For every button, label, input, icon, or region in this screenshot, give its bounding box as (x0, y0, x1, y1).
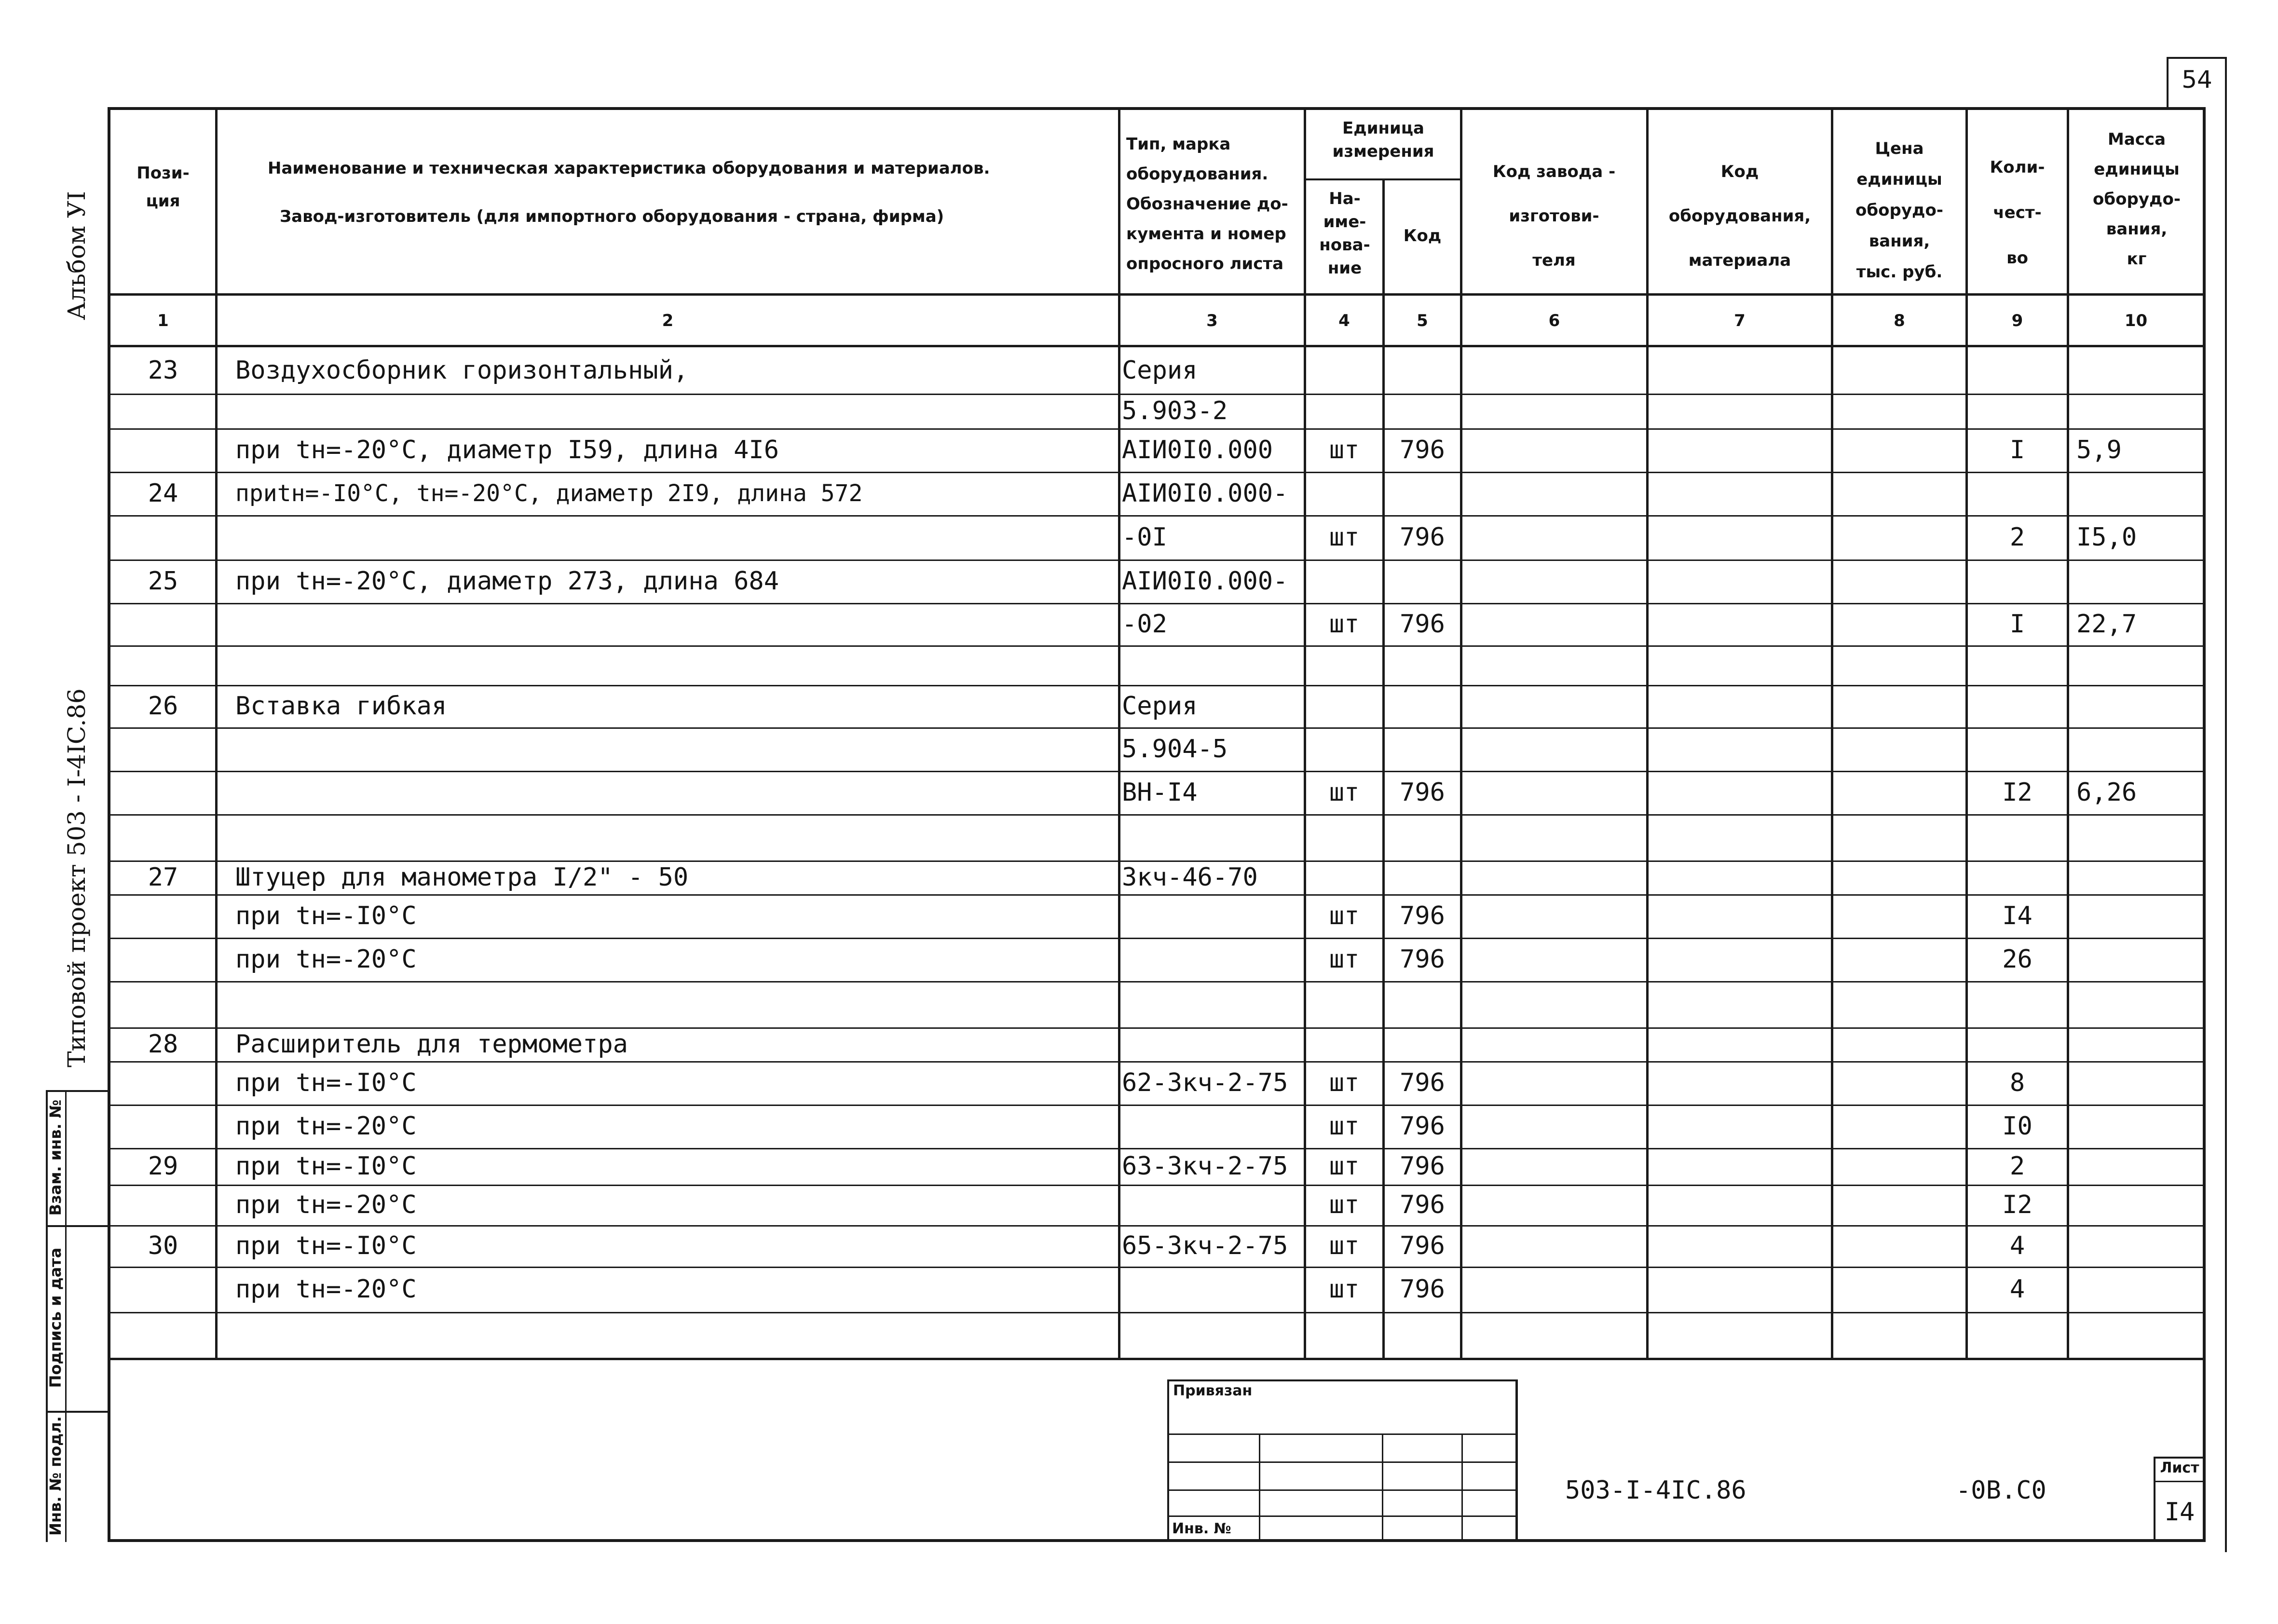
cell-unit: шт (1329, 1068, 1360, 1097)
header-rule (108, 293, 2206, 296)
cell-pos: 24 (148, 479, 178, 508)
cell-name: при tн=-I0°C (235, 1231, 417, 1260)
cell-type: -0I (1122, 523, 1167, 552)
cell-type: AIИ0I0.000- (1122, 479, 1288, 508)
margin-inv-podl-label: Инв. № подл. (46, 1416, 65, 1536)
stamp-inv-label: Инв. № (1172, 1520, 1231, 1537)
cell-code: 796 (1400, 1190, 1445, 1219)
row-divider (108, 938, 2206, 939)
colnum-9: 9 (2011, 311, 2023, 330)
cell-type: 3кч-46-70 (1122, 863, 1258, 892)
cell-code: 796 (1400, 778, 1445, 807)
cell-name: при tн=-20°C (235, 1112, 417, 1141)
cell-unit: шт (1329, 1152, 1360, 1181)
row-divider (108, 1267, 2206, 1268)
cell-code: 796 (1400, 436, 1445, 464)
row-divider (108, 814, 2206, 816)
cell-code: 796 (1400, 1152, 1445, 1181)
page-number-box-right (2225, 57, 2227, 1552)
row-divider (108, 560, 2206, 561)
cell-name: при tн=-20°C (235, 1275, 417, 1304)
cell-type: 5.904-5 (1122, 735, 1228, 764)
colnum-1: 1 (157, 311, 169, 330)
cell-pos: 28 (148, 1030, 178, 1059)
cell-name: при tн=-I0°C (235, 901, 417, 930)
cell-pos: 25 (148, 567, 178, 596)
header-unit-group: Единица измерения (1332, 119, 1434, 161)
cell-type: 65-3кч-2-75 (1122, 1231, 1288, 1260)
cell-qty: 4 (2009, 1231, 2025, 1260)
cell-qty: I0 (2002, 1112, 2032, 1141)
col-line-5 (1460, 107, 1462, 1359)
cell-type: Серия (1122, 356, 1198, 385)
cell-mass: 22,7 (2076, 610, 2137, 639)
cell-name: приtн=-I0°C, tн=-20°C, диаметр 2I9, длина 572 (235, 480, 863, 507)
col-line-9 (2067, 107, 2069, 1359)
row-divider (108, 1312, 2206, 1313)
cell-unit: шт (1329, 901, 1360, 930)
cell-mass: 6,26 (2076, 778, 2137, 807)
col-line-6 (1646, 107, 1649, 1359)
cell-qty: I (2009, 610, 2025, 639)
cell-qty: 2 (2009, 523, 2025, 552)
cell-pos: 23 (148, 356, 178, 385)
cell-unit: шт (1329, 436, 1360, 464)
row-divider (108, 394, 2206, 395)
cell-mass: 5,9 (2076, 436, 2122, 464)
sheet-label: Лист (2160, 1460, 2199, 1476)
project-title: Типовой проект 503 - I-4IC.86 (63, 688, 91, 1067)
cell-unit: шт (1329, 523, 1360, 552)
stamp-title: Привязан (1173, 1382, 1253, 1399)
cell-code: 796 (1400, 1231, 1445, 1260)
cell-pos: 27 (148, 863, 178, 892)
drawing-suffix: -0B.C0 (1956, 1476, 2046, 1505)
sheet-box-mid (2154, 1481, 2204, 1482)
colnum-10: 10 (2124, 311, 2148, 330)
unit-group-rule (1304, 178, 1461, 180)
row-divider (108, 1185, 2206, 1186)
col-line-4 (1382, 179, 1385, 1359)
row-divider (108, 1027, 2206, 1029)
header-col8: Цена единицы оборудо- вания, тыс. руб. (1855, 139, 1943, 282)
cell-name: при tн=-I0°C (235, 1068, 417, 1097)
row-divider (108, 894, 2206, 896)
cell-qty: 2 (2009, 1152, 2025, 1181)
cell-type: -02 (1122, 610, 1167, 639)
stamp-col-3 (1461, 1433, 1463, 1541)
cell-qty: I2 (2002, 1190, 2032, 1219)
cell-type: 5.903-2 (1122, 396, 1228, 425)
cell-name: при tн=-20°C (235, 945, 417, 974)
row-divider (108, 515, 2206, 517)
stamp-row-1 (1167, 1433, 1517, 1435)
cell-type: BH-I4 (1122, 778, 1198, 807)
cell-pos: 30 (148, 1231, 178, 1260)
cell-unit: шт (1329, 945, 1360, 974)
row-divider (108, 1061, 2206, 1063)
sheet-number: I4 (2164, 1498, 2195, 1527)
cell-code: 796 (1400, 523, 1445, 552)
row-divider (108, 685, 2206, 686)
row-divider (108, 860, 2206, 862)
cell-code: 796 (1400, 610, 1445, 639)
cell-type: 62-3кч-2-75 (1122, 1068, 1288, 1097)
cell-qty: I2 (2002, 778, 2032, 807)
header-col2-line1: Наименование и техническая характеристика оборудования и материалов. (268, 159, 990, 178)
colnum-3: 3 (1206, 311, 1218, 330)
cell-unit: шт (1329, 610, 1360, 639)
row-divider (108, 771, 2206, 772)
page-number-box-top (2167, 57, 2227, 59)
row-divider (108, 603, 2206, 604)
cell-name: при tн=-20°C, диаметр 273, длина 684 (235, 567, 779, 596)
cell-name: Расширитель для термометра (235, 1030, 628, 1059)
page-number: 54 (2182, 66, 2212, 94)
cell-unit: шт (1329, 1275, 1360, 1304)
colnum-5: 5 (1417, 311, 1428, 330)
frame-bottom (108, 1539, 2206, 1542)
table-bottom-rule (108, 1358, 2206, 1360)
col-line-7 (1831, 107, 1833, 1359)
cell-name: Вставка гибкая (235, 692, 447, 721)
cell-code: 796 (1400, 901, 1445, 930)
row-divider (108, 1105, 2206, 1106)
colnum-4: 4 (1338, 311, 1350, 330)
album-title: Альбом УI (63, 191, 91, 320)
margin-signature-label: Подпись и дата (46, 1247, 65, 1388)
col-line-2 (1118, 107, 1120, 1359)
number-row-rule (108, 345, 2206, 347)
row-divider (108, 1225, 2206, 1227)
colnum-7: 7 (1734, 311, 1746, 330)
cell-pos: 29 (148, 1152, 178, 1181)
header-col1: Пози- ция (136, 164, 190, 211)
cell-unit: шт (1329, 1190, 1360, 1219)
stamp-row-2 (1167, 1461, 1517, 1463)
stamp-col-1 (1259, 1433, 1260, 1541)
header-col9: Коли- чест- во (1990, 158, 2045, 268)
header-col7: Код оборудования, материала (1668, 162, 1811, 270)
cell-unit: шт (1329, 1231, 1360, 1260)
colnum-8: 8 (1894, 311, 1905, 330)
header-col4: На- име- нова- ние (1319, 189, 1370, 278)
cell-code: 796 (1400, 1275, 1445, 1304)
cell-qty: 4 (2009, 1275, 2025, 1304)
cell-name: Штуцер для манометра I/2" - 50 (235, 863, 689, 892)
cell-qty: 26 (2002, 945, 2032, 974)
header-col5: Код (1403, 226, 1442, 246)
page-number-box-left (2167, 57, 2169, 108)
colnum-6: 6 (1548, 311, 1560, 330)
cell-qty: I4 (2002, 901, 2032, 930)
cell-code: 796 (1400, 1068, 1445, 1097)
cell-name: Воздухосборник горизонтальный, (235, 356, 689, 385)
drawing-code: 503-I-4IC.86 (1565, 1476, 1746, 1505)
cell-type: 63-3кч-2-75 (1122, 1152, 1288, 1181)
header-col10: Масса единицы оборудо- вания, кг (2093, 130, 2181, 269)
row-divider (108, 981, 2206, 983)
cell-mass: I5,0 (2076, 523, 2137, 552)
cell-unit: шт (1329, 778, 1360, 807)
stamp-row-3 (1167, 1489, 1517, 1491)
cell-unit: шт (1329, 1112, 1360, 1141)
cell-name: при tн=-20°C, диаметр I59, длина 4I6 (235, 436, 779, 464)
stamp-row-4 (1167, 1515, 1517, 1517)
cell-code: 796 (1400, 1112, 1445, 1141)
cell-type: AIИ0I0.000 (1122, 436, 1273, 464)
margin-vzam-label: Взам. инв. № (46, 1099, 65, 1216)
row-divider (108, 472, 2206, 473)
cell-name: при tн=-I0°C (235, 1152, 417, 1181)
header-col3: Тип, марка оборудования. Обозначение до- кумента и номер опросного листа (1126, 135, 1288, 273)
cell-name: при tн=-20°C (235, 1190, 417, 1219)
frame-right (2203, 107, 2206, 1542)
colnum-2: 2 (662, 311, 674, 330)
cell-pos: 26 (148, 692, 178, 721)
cell-qty: 8 (2009, 1068, 2025, 1097)
cell-code: 796 (1400, 945, 1445, 974)
row-divider (108, 645, 2206, 647)
row-divider (108, 428, 2206, 430)
cell-qty: I (2009, 436, 2025, 464)
stamp-col-2 (1382, 1433, 1383, 1541)
header-col6: Код завода - изготови- теля (1492, 162, 1616, 270)
cell-type: AIИ0I0.000- (1122, 567, 1288, 596)
cell-type: Серия (1122, 692, 1198, 721)
row-divider (108, 727, 2206, 729)
frame-top (108, 107, 2206, 110)
row-divider (108, 1148, 2206, 1149)
header-col2-line2: Завод-изготовитель (для импортного оборудования - страна, фирма) (280, 207, 944, 226)
